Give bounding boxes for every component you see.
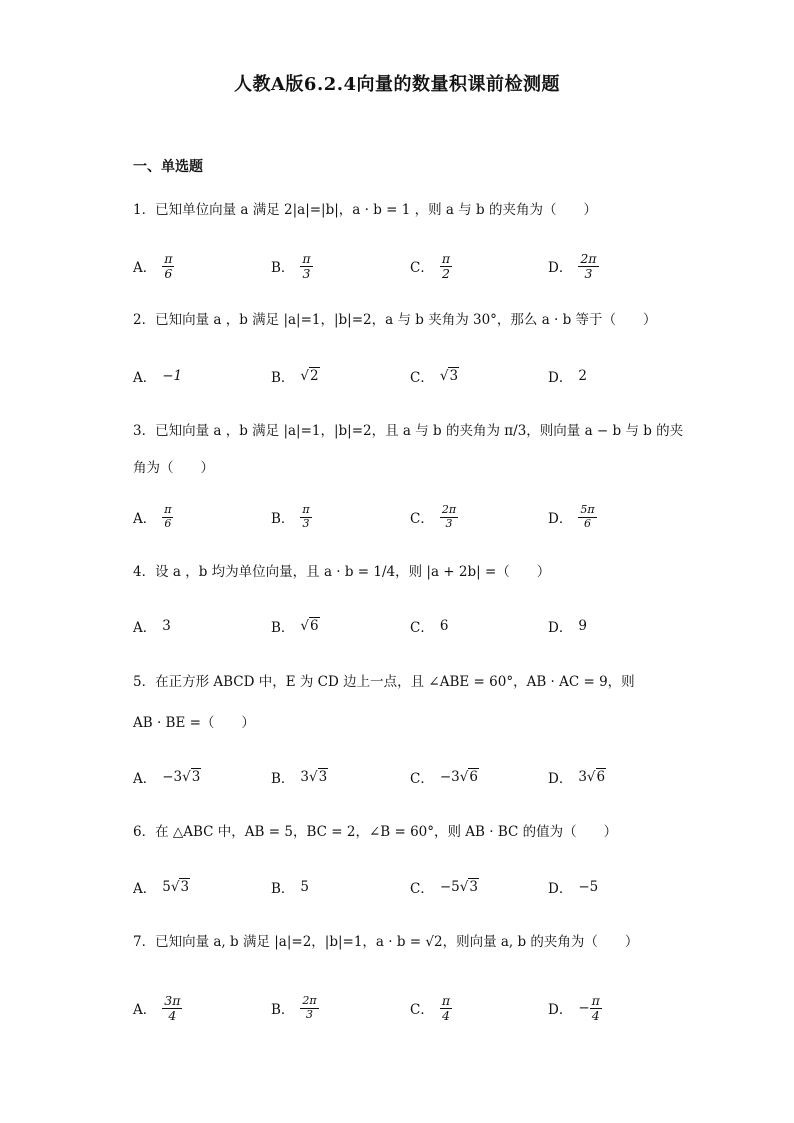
- q3-option-b[interactable]: B． $\frac{\pi}{3}$: [271, 503, 310, 530]
- q2-option-d[interactable]: D． 2: [548, 368, 587, 386]
- q2-option-c[interactable]: C． √3: [410, 368, 459, 386]
- question-5-stem: 5．在正方形 ABCD 中，E 为 CD 边上一点，且 ∠ABE = 60°，AB · AC = 9，则: [133, 674, 635, 690]
- q4-option-d[interactable]: D． 9: [548, 618, 587, 636]
- q3-option-c[interactable]: C． $\frac{2\pi}{3}$: [410, 503, 457, 530]
- q5-option-d[interactable]: D． 3 √6: [548, 769, 606, 787]
- q4-option-c[interactable]: C． 6: [410, 618, 449, 636]
- q1-option-b[interactable]: B． $\frac{\pi}{3}$: [271, 250, 311, 281]
- q4-option-a[interactable]: A． 3: [133, 618, 171, 636]
- q2-option-a[interactable]: A． −1: [133, 368, 183, 386]
- q1-option-c[interactable]: C． $\frac{\pi}{2}$: [410, 250, 451, 281]
- question-3-stem-line2: 角为（ ）: [133, 460, 214, 476]
- document-title: 人教A版6.2.4向量的数量积课前检测题: [233, 74, 561, 95]
- question-3-stem: 3．已知向量 a ，b 满足 |a|=1，|b|=2，且 a 与 b 的夹角为 π/3，则向量 a − b 与 b 的夹: [133, 423, 684, 439]
- question-2-stem: 2．已知向量 a ，b 满足 |a|=1，|b|=2，a 与 b 夹角为 30°，那么 a · b 等于（ ）: [133, 312, 657, 328]
- q1-option-d[interactable]: D． $\frac{2\pi}{3}$: [548, 250, 597, 281]
- q2-option-b[interactable]: B． √2: [271, 368, 319, 386]
- q3-option-a[interactable]: A． $\frac{\pi}{6}$: [133, 503, 172, 530]
- q1-option-a[interactable]: A． $\frac{\pi}{6}$: [133, 250, 173, 281]
- q6-option-a[interactable]: A． 5 √3: [133, 879, 190, 897]
- q7-option-d[interactable]: D． − $\frac{\pi}{4}$: [548, 992, 600, 1023]
- question-6-stem: 6．在 △ABC 中，AB = 5，BC = 2，∠B = 60°，则 AB · BC 的值为（ ）: [133, 824, 618, 840]
- q3-option-d[interactable]: D． $\frac{5\pi}{6}$: [548, 503, 595, 530]
- q5-option-a[interactable]: A． −3 √3: [133, 769, 201, 787]
- q5-option-b[interactable]: B． 3 √3: [271, 769, 328, 787]
- section-heading: 一、单选题: [133, 159, 203, 175]
- q7-option-c[interactable]: C． $\frac{\pi}{4}$: [410, 992, 451, 1023]
- question-5-stem-line2: AB · BE =（ ）: [133, 715, 255, 731]
- q7-option-a[interactable]: A． $\frac{3\pi}{4}$: [133, 992, 181, 1023]
- q6-option-d[interactable]: D． −5: [548, 879, 599, 897]
- question-4-stem: 4．设 a ，b 均为单位向量，且 a · b = 1/4，则 |a + 2b| =（ ）: [133, 564, 551, 580]
- q6-option-b[interactable]: B． 5: [271, 879, 310, 897]
- q7-option-b[interactable]: B． $\frac{2\pi}{3}$: [271, 994, 317, 1021]
- question-7-stem: 7．已知向量 a, b 满足 |a|=2，|b|=1，a · b = √2，则向量 a, b 的夹角为（ ）: [133, 934, 639, 950]
- q4-option-b[interactable]: B． √6: [271, 618, 319, 636]
- q6-option-c[interactable]: C． −5 √3: [410, 879, 478, 897]
- q5-option-c[interactable]: C． −3 √6: [410, 769, 478, 787]
- question-1-stem: 1．已知单位向量 a 满足 2|a|=|b|，a · b = 1 ，则 a 与 b 的夹角为（ ）: [133, 202, 597, 218]
